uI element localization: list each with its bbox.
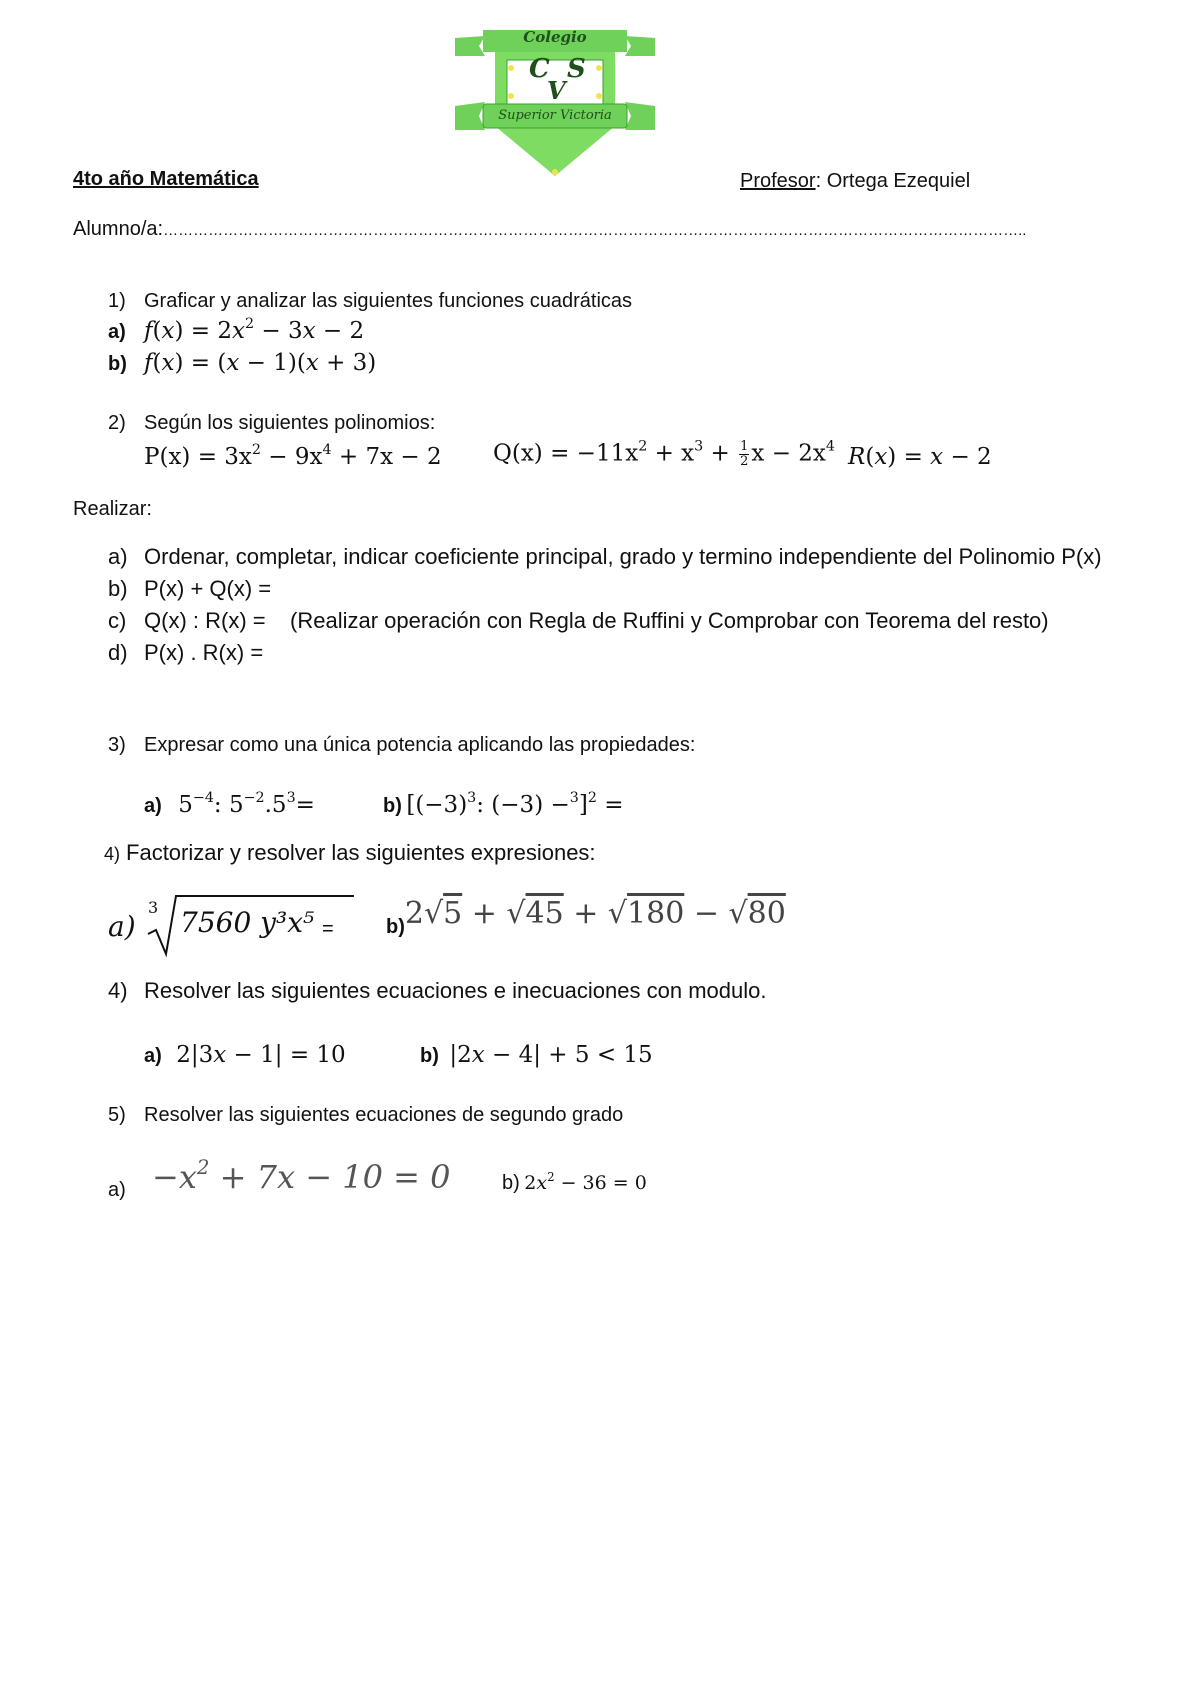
q2-text: Según los siguientes polinomios: [144,412,436,434]
q2-heading [108,412,435,435]
q1-a-label: a) [108,321,126,343]
task-a-label: a) [108,544,128,569]
task-c [108,608,1049,634]
shield-icon [455,26,655,184]
q3-a-formula: $5^{-4}$: $5^{-2}.5^3=$ [178,790,315,818]
q4-factor-b-label: b) [386,916,405,938]
q4-factor-item-b [386,896,786,939]
polynomial-r: R(x) = x − 2 [848,444,992,470]
logo-top-text: Colegio [523,28,587,46]
q4-factor-number: 4) [104,844,121,864]
teacher-name: Ortega Ezequiel [826,170,971,192]
q4-factor-a-label: a) [108,910,136,943]
q3-b-label: b) [383,795,402,817]
q5-number: 5) [108,1104,126,1126]
task-a-text: Ordenar, completar, indicar coeficiente principal, grado y termino independiente del Polinomio P(x) [144,544,1102,569]
q4-modulo-number: 4) [108,978,128,1003]
q5-b-formula: $2x^2 - 36 = 0$ [524,1169,647,1194]
realizar-label: Realizar: [73,498,152,520]
q1-number: 1) [108,290,126,312]
q4-modulo-text: Resolver las siguientes ecuaciones e inecuaciones con modulo. [144,978,767,1003]
q5-b-label: b) [502,1172,520,1194]
task-b-text: P(x) + Q(x) = [144,576,272,601]
q5-heading [108,1104,623,1127]
task-b-label: b) [108,576,128,601]
polynomial-q: $Q(x) = -11x^2 + x^3$ + $\frac{1}{2}$ $x - 2x^4$ [493,438,835,469]
q3-heading [108,734,695,757]
task-d-label: d) [108,640,128,665]
q5-a-formula: $-x^2 + 7x - 10 = 0$ [152,1156,451,1196]
task-a [108,544,1102,570]
task-d-text: P(x) . R(x) = [144,640,264,665]
q1-item-a [108,318,364,344]
task-c-label: c) [108,608,127,633]
task-d [108,640,263,666]
q1-a-formula: $f(x) = 2x^2 - 3x - 2$ [144,316,365,344]
q2-number: 2) [108,412,126,434]
student-line [73,218,1026,241]
radical-index: 3 [148,898,159,917]
logo-initial-v: V [547,76,566,105]
teacher-line: Profesor: Ortega Ezequiel [740,170,971,192]
q3-number: 3) [108,734,126,756]
q5-item-b [502,1169,647,1195]
q1-text: Graficar y analizar las siguientes funciones cuadráticas [144,290,633,312]
polynomial-p: $P(x) = 3x^2 - 9x^4 + 7x - 2$ [144,442,442,470]
task-c-text: Q(x) : R(x) = (Realizar operación con Regla de Ruffini y Comprobar con Teorema del resto) [144,608,1049,633]
q3-a-label: a) [144,795,162,817]
logo-initial-s: S [567,54,586,84]
q4-modulo-item-a [144,1042,346,1068]
teacher-label: Profesor [740,170,816,192]
q3-item-a [144,792,315,818]
q5-text: Resolver las siguientes ecuaciones de segundo grado [144,1104,624,1126]
q4-factor-text: Factorizar y resolver las siguientes expresiones: [126,840,596,865]
student-blank: ……………………………………………………………………………………………………………………………………………………….. [163,222,1027,239]
course-title: 4to año Matemática [73,168,259,190]
q4-modulo-a-formula: 2|3x − 1| = 10 [176,1042,346,1068]
q4-modulo-b-formula: |2x − 4| + 5 < 15 [449,1042,653,1068]
task-b [108,576,271,602]
radicand: 7560 y³x⁵ [180,906,315,939]
q4-modulo-heading [108,978,766,1004]
q3-item-b [383,792,623,818]
q4-modulo-a-label: a) [144,1045,162,1067]
q4-factor-heading [104,840,596,866]
school-logo [455,26,655,184]
logo-initial-c: C [529,54,550,84]
q4-modulo-b-label: b) [420,1045,439,1067]
q4-modulo-item-b [420,1042,653,1068]
student-label: Alumno/a: [73,218,164,240]
q5-a-label: a) [108,1179,126,1201]
q3-text: Expresar como una única potencia aplicando las propiedades: [144,734,696,756]
q5-item-a [108,1158,450,1202]
radical-equals: = [322,918,334,940]
q3-b-formula: [$(-3)^3$: (−3) −$^3$]$^2$ = [406,790,624,818]
q4-factor-b-formula: 2√5 + √45 + √180 − √80 [404,896,786,931]
logo-bottom-text: Superior Victoria [498,108,612,123]
q1-b-label: b) [108,353,127,375]
q1-b-formula: f(x) = (x − 1)(x + 3) [144,350,377,376]
q1-item-b [108,350,376,376]
q1-heading [108,290,632,313]
